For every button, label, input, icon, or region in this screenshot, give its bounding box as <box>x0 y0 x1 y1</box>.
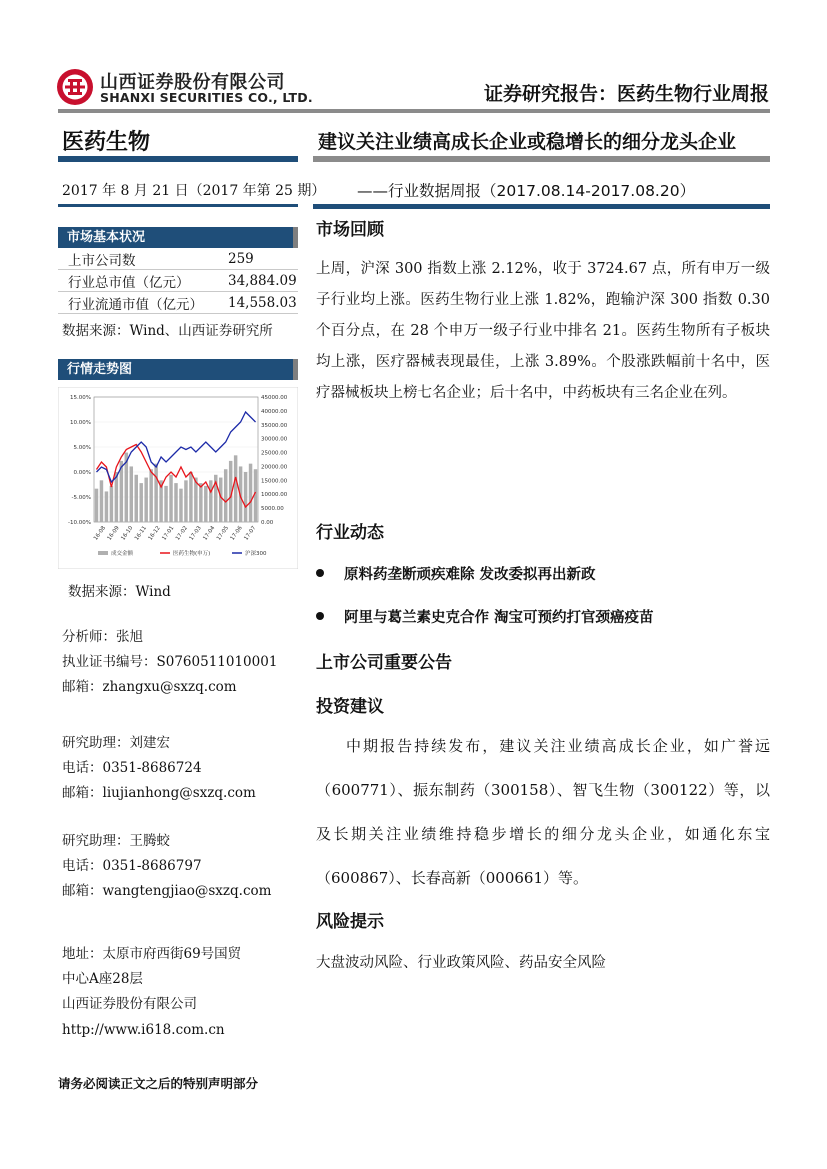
bullet-icon <box>316 612 324 620</box>
news-item-text: 原料药垄断顽疾难除 发改委拟再出新政 <box>344 567 596 583</box>
y-right-tick-label: 40000.00 <box>261 408 288 415</box>
table-cell-value: 259 <box>228 248 298 270</box>
volume-bar <box>154 464 157 522</box>
address-block <box>62 942 241 1017</box>
address-line: 山西证券股份有限公司 <box>62 996 197 1012</box>
address-line: 地址：太原市府西街69号国贸 <box>62 946 242 962</box>
volume-bar <box>95 489 98 522</box>
section-risk: 风险提示 <box>316 912 384 932</box>
y-right-tick-label: 35000.00 <box>261 422 288 429</box>
bullet-icon <box>316 569 324 577</box>
volume-bar <box>184 480 187 522</box>
analyst-name: 分析师：张旭 <box>62 629 143 645</box>
table-cell-label: 行业流通市值（亿元） <box>58 292 228 314</box>
company-url[interactable]: http://www.i618.com.cn <box>62 1022 225 1038</box>
table-cell-value: 34,884.09 <box>228 270 298 292</box>
x-tick-label: 16-12 <box>147 525 162 542</box>
volume-bar <box>219 478 222 522</box>
volume-bar <box>169 475 172 522</box>
disclaimer-notice: 请务必阅读正文之后的特别声明部分 <box>58 1076 259 1091</box>
market-box-title-text: 市场基本状况 <box>67 230 146 245</box>
address-line: 中心A座28层 <box>62 971 143 987</box>
volume-bar <box>115 472 118 522</box>
y-left-tick-label: -5.00% <box>71 495 91 501</box>
volume-bar <box>130 466 133 522</box>
volume-bar <box>224 469 227 522</box>
company-logo <box>56 68 313 108</box>
risk-text: 大盘波动风险、行业政策风险、药品安全风险 <box>316 955 606 971</box>
volume-bar <box>144 478 147 522</box>
x-tick-label: 16-11 <box>133 525 149 542</box>
y-left-tick-label: -10.00% <box>68 520 91 526</box>
news-item[interactable] <box>316 606 654 627</box>
table-row <box>58 292 298 314</box>
box-title-marker <box>293 227 298 248</box>
volume-bar <box>174 483 177 522</box>
y-right-tick-label: 45000.00 <box>261 395 288 401</box>
assistant-email: 邮箱：wangtengjiao@sxzq.com <box>62 883 272 899</box>
x-tick-label: 17-04 <box>202 525 217 542</box>
volume-bar <box>194 478 197 522</box>
market-review-text: 上周，沪深 300 指数上涨 2.12%，收于 3724.67 点，所有申万一级子行业均上涨。医药生物行业上涨 1.82%，跑输沪深 300 指数 0.30 个百分点，在 28 个申万一级子行业中排名 21。医药生物所有子板块均上涨，医疗器械表现最佳，上涨 3.89%。个股涨跌幅前十名中，医疗器械板块上榜七名企业；后十名中，中药板块有三名企业在列。 <box>316 261 770 401</box>
analyst-block-2 <box>62 731 256 806</box>
market-box-title <box>58 227 298 248</box>
y-right-tick-label: 15000.00 <box>261 478 288 485</box>
trend-box-title <box>58 359 298 380</box>
volume-bar <box>234 455 237 522</box>
analyst-license: 执业证书编号：S0760511010001 <box>62 654 278 670</box>
section-investment: 投资建议 <box>316 697 384 717</box>
report-type: 证券研究报告：医药生物行业周报 <box>483 83 769 105</box>
analyst-block-3 <box>62 829 271 904</box>
volume-bar <box>244 472 247 522</box>
x-tick-label: 17-05 <box>215 525 231 542</box>
volume-bar <box>179 489 182 522</box>
y-right-tick-label: 0.00 <box>261 520 274 526</box>
report-date: 2017 年 8 月 21 日（2017 年第 25 期） <box>62 183 326 199</box>
analyst-block-1 <box>62 625 277 700</box>
section-market-review: 市场回顾 <box>316 220 384 240</box>
news-item[interactable] <box>316 563 596 584</box>
box-title-marker <box>293 359 298 380</box>
company-logo-icon <box>56 68 94 106</box>
left-rule <box>58 156 298 162</box>
table-row <box>58 270 298 292</box>
volume-bar <box>199 483 202 522</box>
x-tick-label: 17-01 <box>161 525 176 542</box>
legend-label: 医药生物(申万) <box>173 551 211 557</box>
assistant-name: 研究助理：王腾蛟 <box>62 833 170 849</box>
market-table <box>58 248 298 314</box>
trend-chart <box>58 387 298 569</box>
right-rule <box>313 156 770 162</box>
left-rule-2 <box>58 204 298 207</box>
y-right-tick-label: 5000.00 <box>261 506 284 513</box>
assistant-phone: 电话：0351-8686797 <box>62 858 202 874</box>
y-right-tick-label: 20000.00 <box>261 464 288 471</box>
report-headline: 建议关注业绩高成长企业或稳增长的细分龙头企业 <box>318 131 737 153</box>
report-subheadline: ——行业数据周报（2017.08.14-2017.08.20） <box>357 182 696 200</box>
volume-bar <box>149 469 152 522</box>
right-rule-2 <box>313 204 770 209</box>
legend-swatch <box>98 551 108 555</box>
assistant-email: 邮箱：liujianhong@sxzq.com <box>62 785 256 801</box>
news-item-text: 阿里与葛兰素史克合作 淘宝可预约打官颈癌疫苗 <box>344 610 654 626</box>
y-right-tick-label: 30000.00 <box>261 436 288 443</box>
volume-bar <box>110 486 113 522</box>
volume-bar <box>209 480 212 522</box>
market-source: 数据来源：Wind、山西证券研究所 <box>62 323 273 339</box>
x-tick-label: 17-03 <box>188 525 203 542</box>
analyst-email: 邮箱：zhangxu@sxzq.com <box>62 679 237 695</box>
trend-box-title-text: 行情走势图 <box>67 362 133 377</box>
table-cell-label: 上市公司数 <box>58 248 228 270</box>
volume-bar <box>249 464 252 522</box>
company-name-en: SHANXI SECURITIES CO., LTD. <box>100 90 313 105</box>
x-tick-label: 17-07 <box>243 525 258 542</box>
table-cell-value: 14,558.03 <box>228 292 298 314</box>
x-tick-label: 16-10 <box>120 525 135 542</box>
x-tick-label: 17-06 <box>229 525 244 542</box>
section-announcements: 上市公司重要公告 <box>316 653 452 673</box>
assistant-name: 研究助理：刘建宏 <box>62 735 170 751</box>
table-cell-label: 行业总市值（亿元） <box>58 270 228 292</box>
y-left-tick-label: 10.00% <box>70 420 91 426</box>
x-tick-label: 16-08 <box>92 525 108 542</box>
company-name-cn: 山西证券股份有限公司 <box>100 72 285 93</box>
volume-bar <box>105 491 108 522</box>
y-left-tick-label: 15.00% <box>70 395 91 401</box>
x-tick-label: 16-09 <box>106 525 121 542</box>
volume-bar <box>100 480 103 522</box>
volume-bar <box>164 486 167 522</box>
y-right-tick-label: 10000.00 <box>261 492 288 499</box>
investment-text: 中期报告持续发布，建议关注业绩高成长企业，如广誉远（600771）、振东制药（300158）、智飞生物（300122）等，以及长期关注业绩维持稳步增长的细分龙头企业，如通化东宝（600867）、长春高新（000661）等。 <box>316 737 770 887</box>
header-rule <box>58 109 770 113</box>
assistant-phone: 电话：0351-8686724 <box>62 760 202 776</box>
legend-label: 成交金额 <box>111 551 134 557</box>
volume-bar <box>189 472 192 522</box>
table-row <box>58 248 298 270</box>
y-left-tick-label: 0.00% <box>73 470 91 476</box>
sector-title: 医药生物 <box>62 130 151 155</box>
y-left-tick-label: 5.00% <box>73 445 91 451</box>
volume-bar <box>139 483 142 522</box>
x-tick-label: 17-02 <box>174 525 190 542</box>
y-right-tick-label: 25000.00 <box>261 450 288 457</box>
trend-source: 数据来源：Wind <box>68 584 171 600</box>
volume-bar <box>204 486 207 522</box>
legend-label: 沪深300 <box>245 551 267 557</box>
section-industry-news: 行业动态 <box>316 523 384 543</box>
volume-bar <box>135 475 138 522</box>
